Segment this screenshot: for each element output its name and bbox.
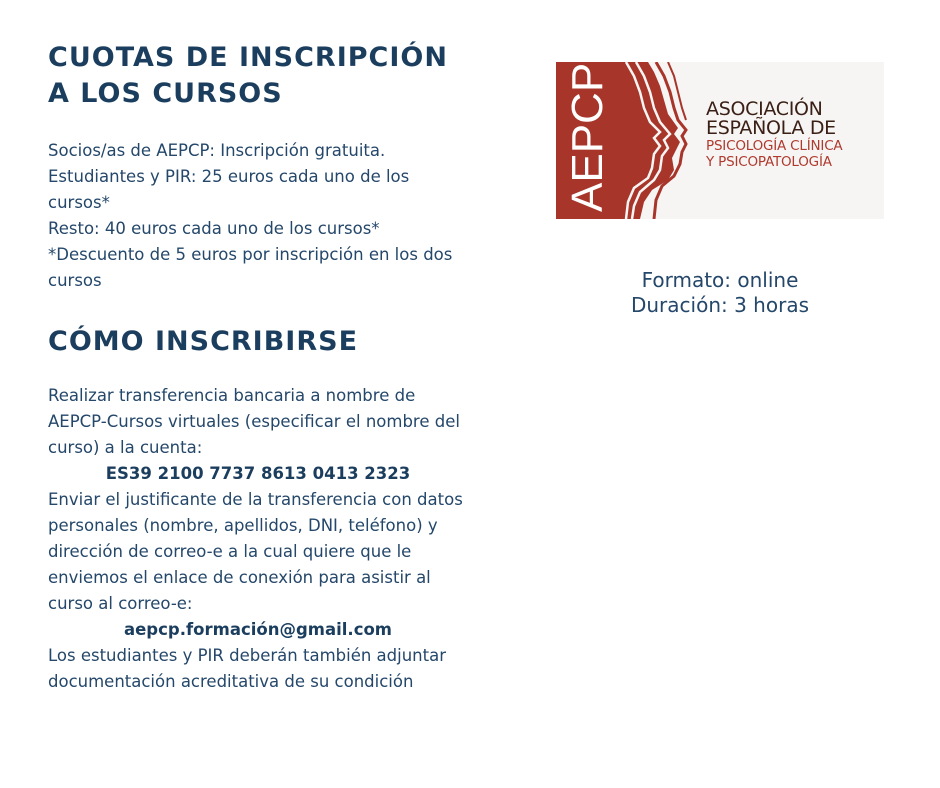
fees-line-discount: *Descuento de 5 euros por inscripción en los dos cursos (48, 245, 453, 290)
logo-line-4: Y PSICOPATOLOGÍA (706, 154, 832, 170)
fees-list (48, 138, 468, 294)
contact-email[interactable]: aepcp.formación@gmail.com (123, 620, 393, 639)
logo-text (706, 100, 881, 170)
format-text: Formato: online (641, 268, 799, 292)
fees-line-others: Resto: 40 euros cada uno de los cursos* (48, 219, 380, 238)
aepcp-logo (556, 62, 884, 219)
enroll-heading: CÓMO INSCRIBIRSE (48, 326, 359, 357)
logo-line-2: ESPAÑOLA DE (706, 117, 836, 139)
enroll-send: Enviar el justificante de la transferencia con datos personales (nombre, apellidos, DNI, teléfono) y dirección de correo-e a la cual quiere que le enviemos el enlace de conexión para asistir al curso al correo-e: (48, 490, 463, 613)
duration-text: Duración: 3 horas (630, 293, 809, 317)
logo-line-3: PSICOLOGÍA CLÍNICA (706, 138, 843, 154)
course-info (560, 268, 880, 318)
enroll-intro: Realizar transferencia bancaria a nombre de AEPCP-Cursos virtuales (especificar el nombre del curso) a la cuenta: (48, 386, 460, 457)
enroll-body (48, 383, 468, 695)
enroll-students-note: Los estudiantes y PIR deberán también adjuntar documentación acreditativa de su condición (48, 646, 446, 691)
bank-account: ES39 2100 7737 8613 0413 2323 (105, 464, 411, 483)
fees-heading: CUOTAS DE INSCRIPCIÓN A LOS CURSOS (48, 42, 448, 109)
logo-acronym: AEPCP (563, 62, 612, 212)
logo-line-1: ASOCIACIÓN (706, 98, 823, 120)
fees-line-members: Socios/as de AEPCP: Inscripción gratuita. (48, 141, 386, 160)
fees-line-students: Estudiantes y PIR: 25 euros cada uno de los cursos* (48, 167, 410, 212)
